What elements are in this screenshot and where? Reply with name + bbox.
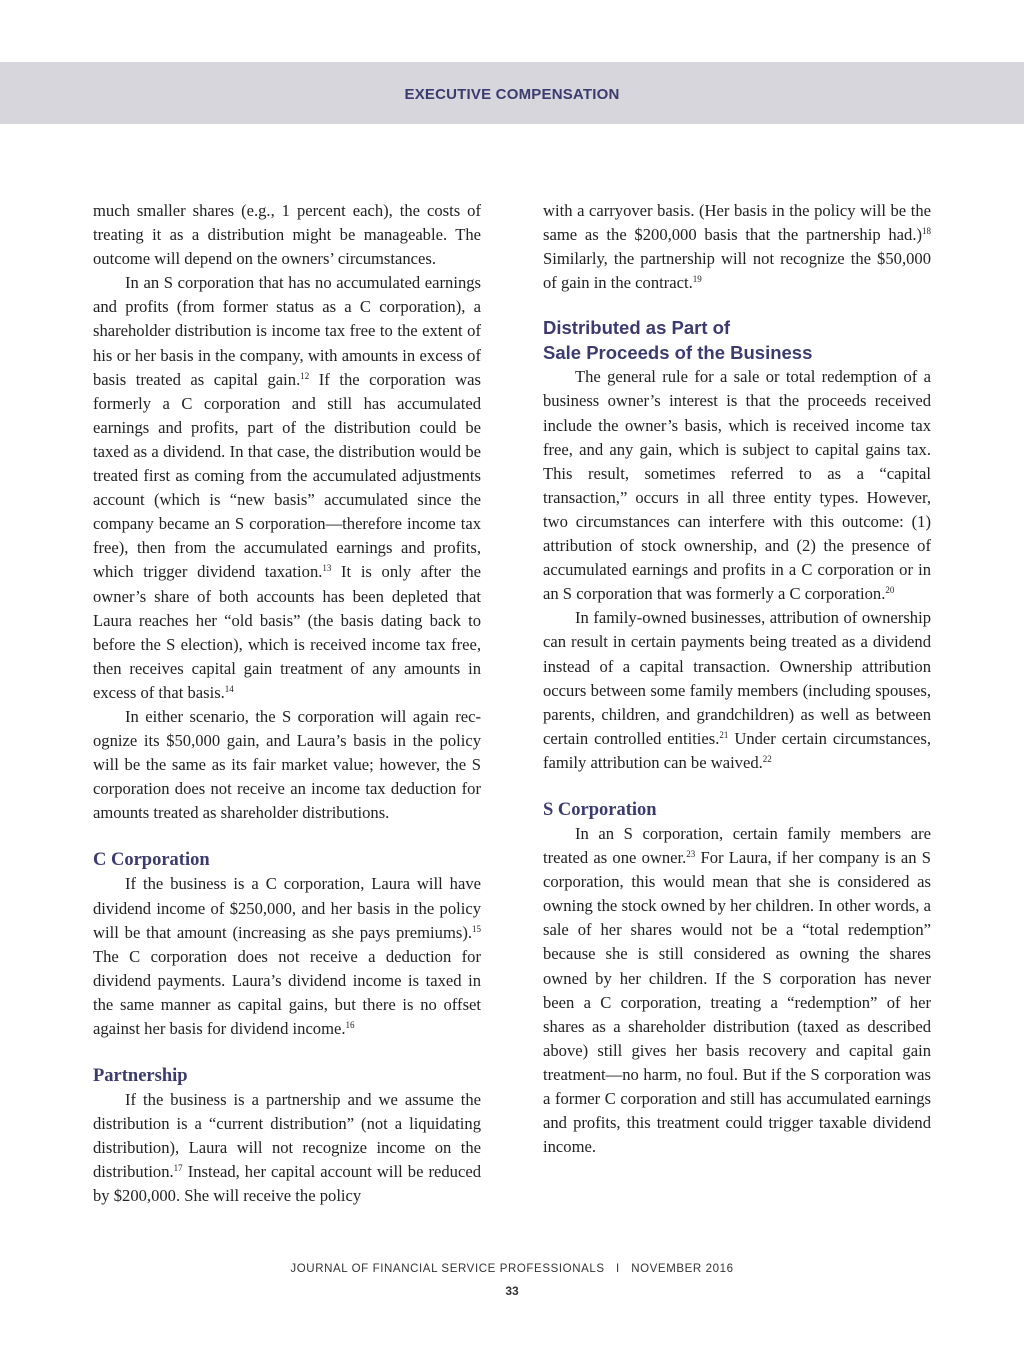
footnote-ref: 12	[300, 370, 310, 381]
footnote-ref: 22	[762, 753, 772, 764]
footnote-ref: 23	[686, 849, 696, 860]
footnote-ref: 13	[322, 563, 332, 574]
right-column	[543, 199, 931, 1159]
footnote-ref: 19	[692, 274, 702, 285]
section-title: EXECUTIVE COMPENSATION	[404, 85, 620, 103]
section-heading-partnership: Partnership	[93, 1066, 188, 1087]
paragraph: The general rule for a sale or total redemption of a business owner’s interest is that the proceeds received include the owner’s basis, which is received income tax free, and any gain, which is subject to capital gains tax. This result, sometimes referred to as a “capital transaction,” occurs in all three entity types. However, two circumstances can interfere with this outcome: (1) attribution of stock ownership, and (2) the presence of accumulated earnings and profits in a C corporation or in an S corporation that was formerly a C corporation.$^{20}$	[543, 367, 931, 604]
footnote-ref: 20	[885, 585, 895, 596]
paragraph: In family-owned businesses, attribution of ownership can result in certain payments being treated as a dividend instead of a capital transaction. Ownership attribution occurs between some family members (including spouses, parents, children, and grandchildren) as well as between certain controlled entities.$^{21}$ Under certain circumstances, family attribution can be waived.$^{22}$	[543, 608, 931, 772]
section-header-band	[0, 62, 1024, 124]
footnote-ref: 17	[173, 1163, 183, 1174]
footnote-ref: 21	[719, 729, 729, 740]
paragraph: If the business is a partnership and we assume the distribution is a “current distribution” (not a liquidating distribution), Laura will not recognize income on the distribution.$^{17}$ Instead, her capital account will be reduced by $200,000. She will receive the policy	[93, 1090, 481, 1206]
paragraph: If the business is a C corporation, Laura will have dividend income of $250,000, and her basis in the policy will be that amount (increasing as she pays premiums).$^{15}$ The C corporation does not receive a deduction for dividend payments. Laura’s dividend income is taxed in the same manner as capital gains, but there is no offset against her basis for dividend income.$^{16}$	[93, 874, 481, 1038]
paragraph: In either scenario, the S corporation will again recognize its $50,000 gain, and Laura’s basis in the policy will be the same as its fair market value; however, the S corporation does not receive an income tax deduction for amounts treated as shareholder distributions.	[93, 706, 481, 823]
paragraph: In an S corporation, certain family members are treated as one owner.$^{23}$ For Laura, if her company is an S corporation, this would mean that she is considered as owning the stock owned by her children. In other words, a sale of her shares would not be a “total redemption” because she is still considered as owning the shares owned by her children. If the S corporation has never been a C corporation, treating a “redemption” of her shares as a shareholder distribution (taxed as described above) still gives her basis recovery and capital gain treatment—no harm, no foul. But if the S corporation was a former C corporation and still has accumulated earnings and profits, this treatment could trigger taxable dividend income.	[543, 823, 931, 1157]
footnote-ref: 14	[224, 683, 234, 694]
paragraph: much smaller shares (e.g., 1 percent each), the costs of treating it as a distribution might be manageable. The outcome will depend on the owners’ circumstances.	[93, 201, 481, 269]
section-heading-distributed: Distributed as Part of Sale Proceeds of the Business	[543, 317, 813, 363]
footnote-ref: 16	[345, 1020, 355, 1030]
page-number: 33	[505, 1284, 519, 1298]
paragraph: In an S corporation that has no accumulated earnings and profits (from former status as a C corporation), a shareholder distribution is income tax free to the extent of his or her basis in the company, with amounts in excess of basis treated as capital gain.$^{12}$ If the corporation was formerly a C corporation and still has accumulated earnings and profits, part of the distribution could be taxed as a dividend. In that case, the distribution would be treated first as coming from the accumulated adjustments account (which is “new basis” accumulated since the company became an S corporation—therefore income tax free), then from the accumulated earnings and profits, which trigger dividend taxation.$^{13}$ It is only after the owner’s share of both accounts has been depleted that Laura reaches her “old basis” (the basis dating back to before the S election), which is received income tax free, then receives capital gain treatment of any amounts in excess of that basis.$^{14}$	[93, 273, 481, 702]
left-column	[93, 199, 481, 1209]
section-heading-s-corporation: S Corporation	[543, 799, 657, 820]
footer-journal-line: JOURNAL OF FINANCIAL SERVICE PROFESSIONALS I NOVEMBER 2016	[290, 1263, 734, 1275]
paragraph: with a carryover basis. (Her basis in the policy will be the same as the $200,000 basis that the partnership had.)$^{18}$ Similarly, the partnership will not recognize the $50,000 of gain in the contract.$^{19}$	[543, 201, 931, 293]
section-heading-c-corporation: C Corporation	[93, 850, 210, 871]
footnote-ref: 18	[922, 226, 931, 237]
footnote-ref: 15	[472, 923, 481, 934]
